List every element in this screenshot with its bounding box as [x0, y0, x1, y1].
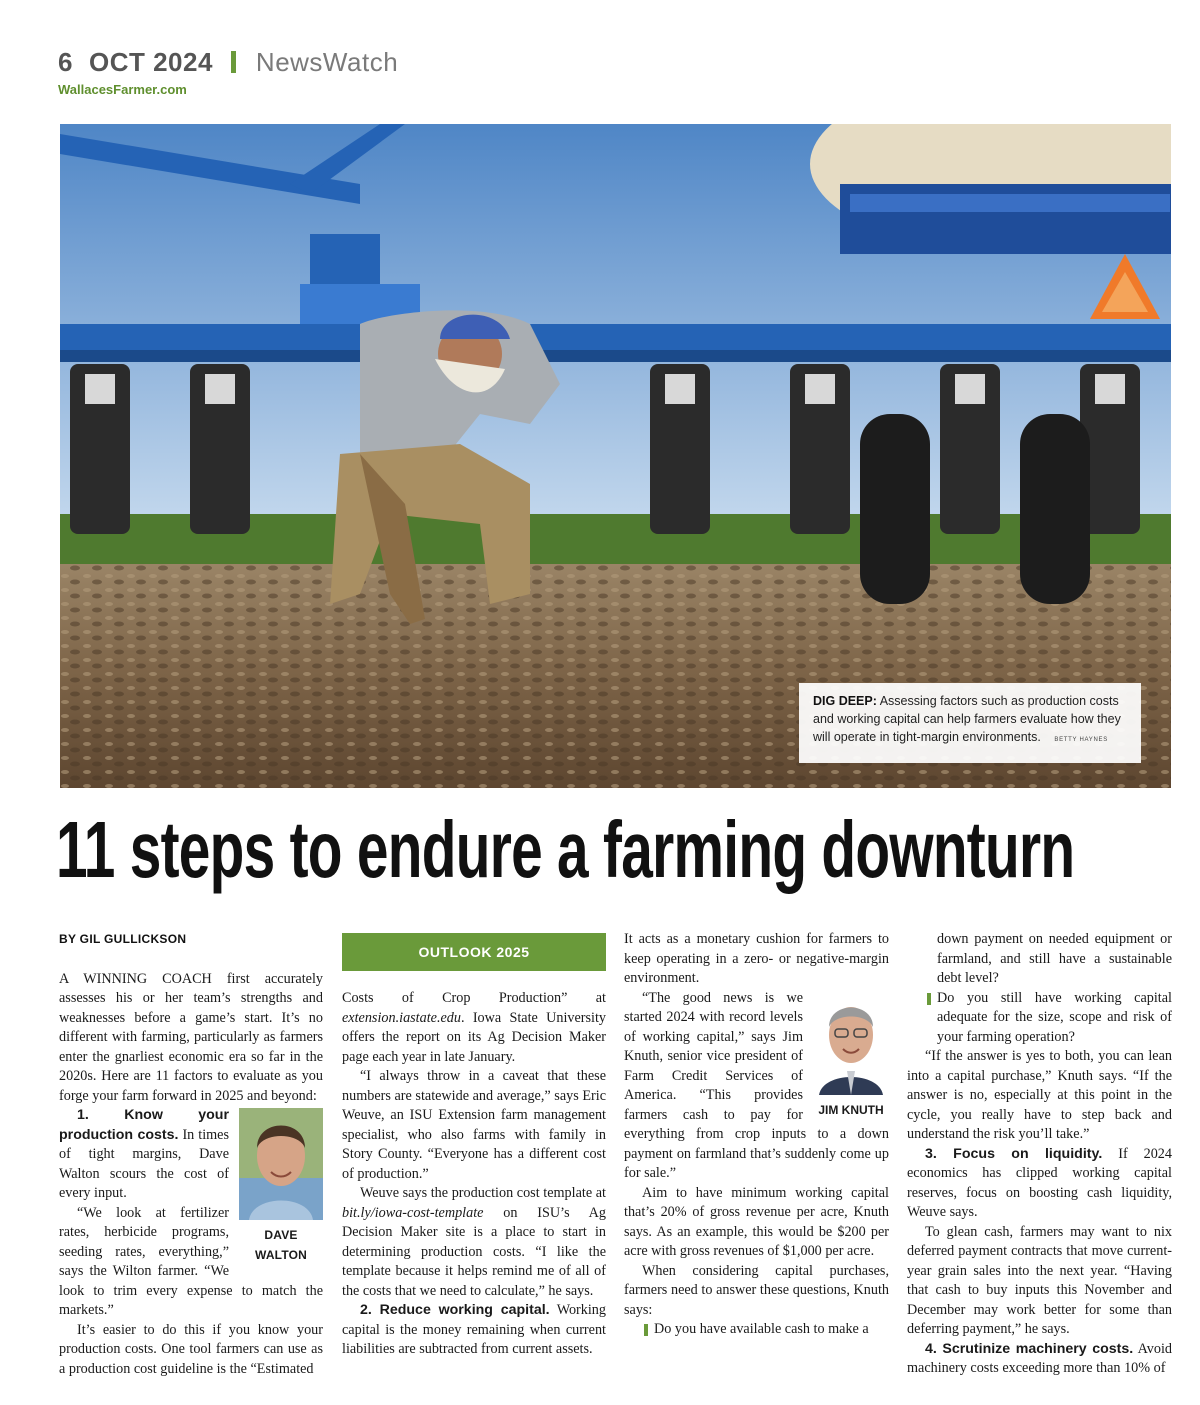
caption-text: Assessing factors such as production costs and working capital can help farmers evaluate how they will operate in tight-margin environments. — [813, 694, 1121, 745]
dave-walton-photo — [239, 1108, 323, 1220]
step-3-paragraph — [907, 1145, 1172, 1223]
minimum-capital-paragraph: Aim to have minimum working capital that’s 20% of gross revenue per acre, Knuth says. As an example, this would be $200 per acre with gross revenues of $1,000 per acre. — [624, 1184, 889, 1259]
dave-walton-name: DAVE WALTON — [254, 1228, 308, 1262]
column-1 — [59, 930, 323, 1379]
step-1-heading: 1. Know your production costs. — [59, 1107, 229, 1143]
step-4-paragraph — [907, 1340, 1172, 1379]
bullet-marker — [927, 993, 931, 1005]
template-link[interactable]: bit.ly/iowa-cost-template — [342, 1204, 484, 1221]
extension-text-b: . Iowa State University offers the report on its Ag Decision Maker page each year in late January. — [342, 1009, 606, 1065]
extension-paragraph — [342, 989, 606, 1067]
photo-caption — [799, 683, 1141, 763]
step-2-text: Working capital is the money remaining when current liabilities are subtracted from current assets. — [342, 1302, 606, 1357]
jim-knuth-headshot — [813, 991, 889, 1121]
folio-divider — [231, 51, 236, 73]
bullet-2-text: Do you still have working capital adequate for the size, scope and risk of your farming operation? — [937, 989, 1172, 1045]
cushion-paragraph: It acts as a monetary cushion for farmers to keep operating in a zero- or negative-margin environment. — [624, 931, 889, 986]
question-bullet-1-continued: down payment on needed equipment or farmland, and still have a sustainable debt level? — [937, 931, 1172, 986]
column-2 — [342, 930, 606, 1360]
walton-quote-paragraph: “We look at fertilizer rates, herbicide programs, seeding rates, everything,” says the Wilton farmer. “We look to trim every expense to match the markets.” — [59, 1204, 323, 1318]
website-link[interactable]: WallacesFarmer.com — [58, 82, 187, 97]
capital-purchases-paragraph: When considering capital purchases, farmers need to answer these questions, Knuth says: — [624, 1262, 889, 1318]
photo-credit: BETTY HAYNES — [1054, 737, 1108, 744]
knuth-quote-paragraph: “The good news is we started 2024 with record levels of working capital,” says Jim Knuth, senior vice president of Farm Credit Services of America. “This provides farmers cash to pay for everything from crop inputs to a down payment on farmland that’s suddenly come up for sale.” — [624, 989, 889, 1181]
template-text-a: Weuve says the production cost template at — [360, 1185, 606, 1201]
column-4 — [907, 930, 1172, 1379]
page-number: 6 — [58, 46, 73, 77]
issue-date: OCT 2024 — [88, 46, 213, 77]
jim-knuth-photo — [813, 991, 889, 1095]
outlook-label: OUTLOOK 2025 — [342, 933, 606, 971]
byline: BY GIL GULLICKSON — [59, 932, 187, 946]
step-4-text: Avoid machinery costs exceeding more than 10% of — [907, 1340, 1172, 1376]
extension-text-a: Costs of Crop Production” at — [342, 990, 606, 1006]
caption-kicker: DIG DEEP: — [813, 694, 877, 708]
weuve-caveat-paragraph: “I always throw in a caveat that these numbers are statewide and average,” says Eric Weuve, an ISU Extension farm management specialist, who also farms with family in Story County. “Everyone has a different cost of production.” — [342, 1068, 606, 1182]
step-1-text: In times of tight margins, Dave Walton scours the cost of every input. — [59, 1126, 229, 1201]
question-bullet-2 — [907, 989, 1172, 1048]
step-2-paragraph — [342, 1301, 606, 1360]
bullet-1-text: Do you have available cash to make a — [654, 1321, 869, 1337]
step-2-heading: 2. Reduce working capital. — [360, 1302, 550, 1318]
bullet-marker — [644, 1324, 648, 1336]
column-3 — [624, 930, 889, 1340]
lean-in-paragraph: “If the answer is yes to both, you can lean into a capital purchase,” Knuth says. “If the answer is no, especially at this point in the cycle, you really have to step back and understand the risk you’ll take.” — [907, 1048, 1172, 1142]
step-3-heading: 3. Focus on liquidity. — [925, 1145, 1103, 1162]
step-4-heading: 4. Scrutinize machinery costs. — [925, 1340, 1134, 1357]
headline: 11 steps to endure a farming downturn — [56, 805, 1075, 894]
folio — [58, 44, 398, 80]
template-text-b: on ISU’s Ag Decision Maker site is a place to start in determining production costs. “I like the template because it helps remind me of all of the costs that we need to calculate,” he says. — [342, 1204, 606, 1299]
dave-walton-headshot — [239, 1108, 323, 1265]
template-paragraph — [342, 1184, 606, 1301]
extension-link[interactable]: extension.iastate.edu — [342, 1009, 461, 1026]
question-bullet-1 — [624, 1320, 889, 1340]
intro-paragraph: A WINNING COACH first accurately assesses his or her team’s strengths and weaknesses before a game’s start. It’s no different with farming, particularly as farmers enter the gnarliest economic era so far in the 2020s. Here are 11 factors to evaluate as you forge your farm forward in 2025 and beyond: — [59, 970, 323, 1104]
glean-cash-paragraph: To glean cash, farmers may want to nix deferred payment contracts that move current-year grain sales into the next year. “Having that cash to buy inputs this November and December may work better for some than deferring payment,” he says. — [907, 1223, 1172, 1337]
section-name: NewsWatch — [255, 46, 399, 77]
production-costs-paragraph: It’s easier to do this if you know your production costs. One tool farmers can use as a production cost guideline is the “Estimated — [59, 1321, 323, 1377]
step-3-text: If 2024 economics has clipped working capital reserves, focus on boosting cash liquidity, Weuve says. — [907, 1145, 1172, 1220]
jim-knuth-name: JIM KNUTH — [818, 1102, 884, 1117]
